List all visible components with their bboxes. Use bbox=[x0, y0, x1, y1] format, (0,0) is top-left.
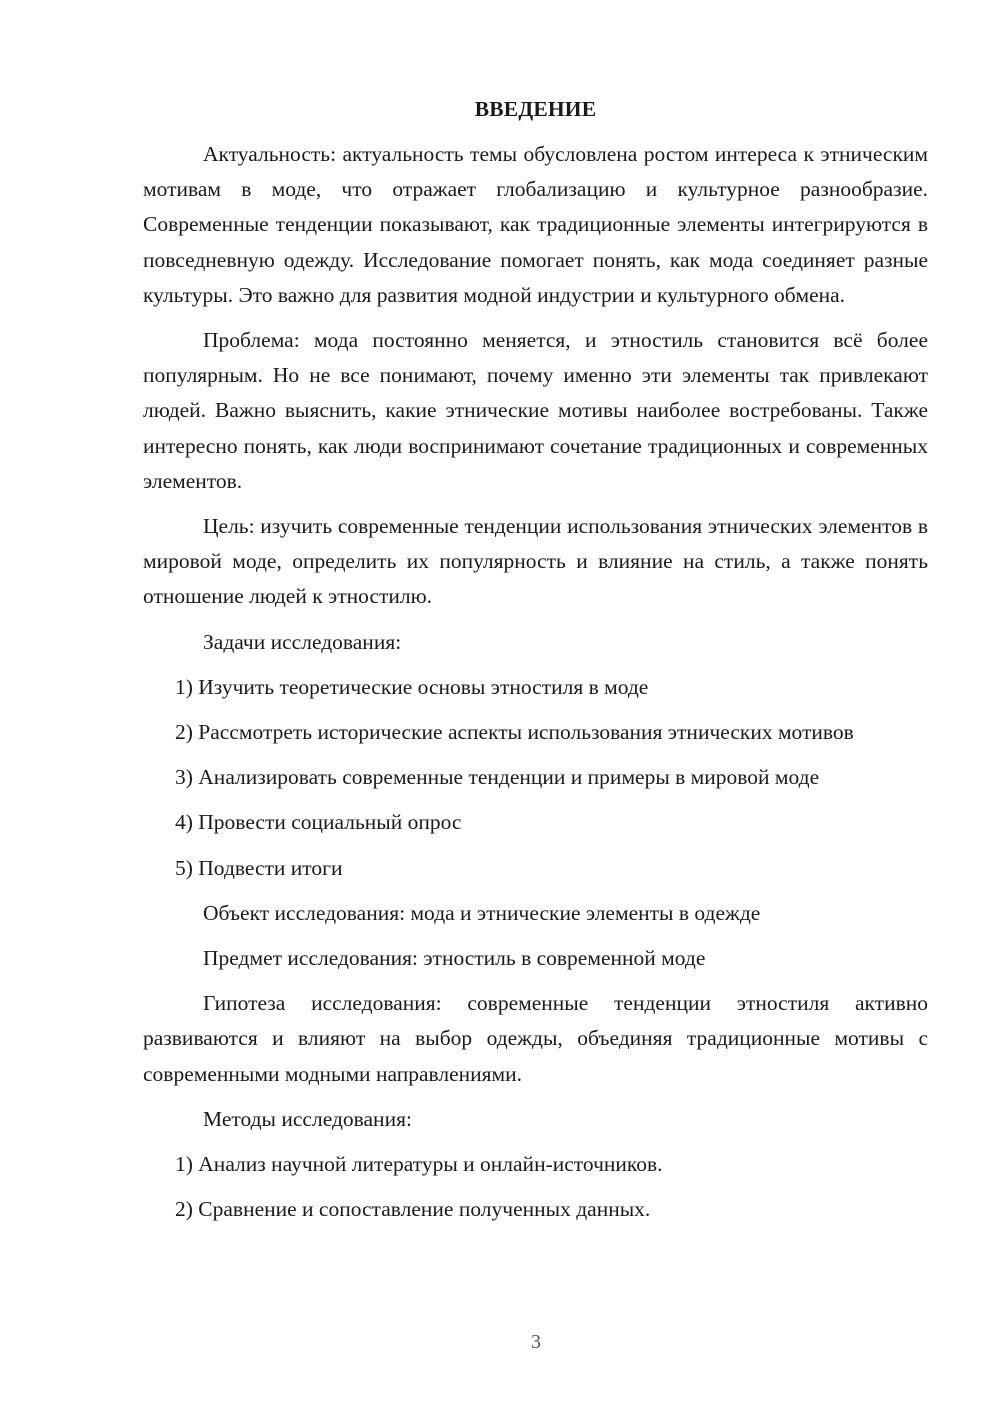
research-object: Объект исследования: мода и этнические элементы в одежде bbox=[203, 900, 761, 925]
task-item: 3) Анализировать современные тенденции и примеры в мировой моде bbox=[175, 765, 820, 790]
methods-heading: Методы исследования: bbox=[203, 1106, 412, 1131]
goal-paragraph: Цель: изучить современные тенденции использования этнических элементов в мировой моде, определить их популярность и влияние на стиль, а также понять отношение людей к этностилю. bbox=[143, 514, 928, 609]
page-title: ВВЕДЕНИЕ bbox=[474, 97, 597, 121]
document-page bbox=[143, 92, 928, 1237]
relevance-paragraph: Актуальность: актуальность темы обусловлена ростом интереса к этническим мотивам в моде, что отражает глобализацию и культурное разнообразие. Современные тенденции показывают, как традиционные элементы интегрируются в повседневную одежду. Исследование помогает понять, как мода соединяет разные культуры. Это важно для развития модной индустрии и культурного обмена. bbox=[143, 142, 928, 307]
methods-list bbox=[143, 1147, 928, 1227]
research-subject: Предмет исследования: этностиль в современной моде bbox=[203, 946, 706, 971]
tasks-list bbox=[143, 670, 928, 886]
method-item: 1) Анализ научной литературы и онлайн-источников. bbox=[175, 1152, 663, 1177]
method-item: 2) Сравнение и сопоставление полученных данных. bbox=[175, 1197, 651, 1222]
tasks-heading: Задачи исследования: bbox=[203, 629, 402, 654]
page-number: 3 bbox=[531, 1331, 541, 1353]
task-item: 4) Провести социальный опрос bbox=[175, 810, 462, 835]
problem-paragraph: Проблема: мода постоянно меняется, и этностиль становится всё более популярным. Но не все понимают, почему именно эти элементы так привлекают людей. Важно выяснить, какие этнические мотивы наиболее востребованы. Также интересно понять, как люди воспринимают сочетание традиционных и современных элементов. bbox=[143, 328, 928, 493]
hypothesis-paragraph: Гипотеза исследования: современные тенденции этностиля активно развиваются и влияют на выбор одежды, объединяя традиционные мотивы с современными модными направлениями. bbox=[143, 991, 928, 1086]
task-item: 2) Рассмотреть исторические аспекты использования этнических мотивов bbox=[175, 720, 854, 745]
task-item: 1) Изучить теоретические основы этностиля в моде bbox=[175, 674, 649, 699]
task-item: 5) Подвести итоги bbox=[175, 855, 343, 880]
